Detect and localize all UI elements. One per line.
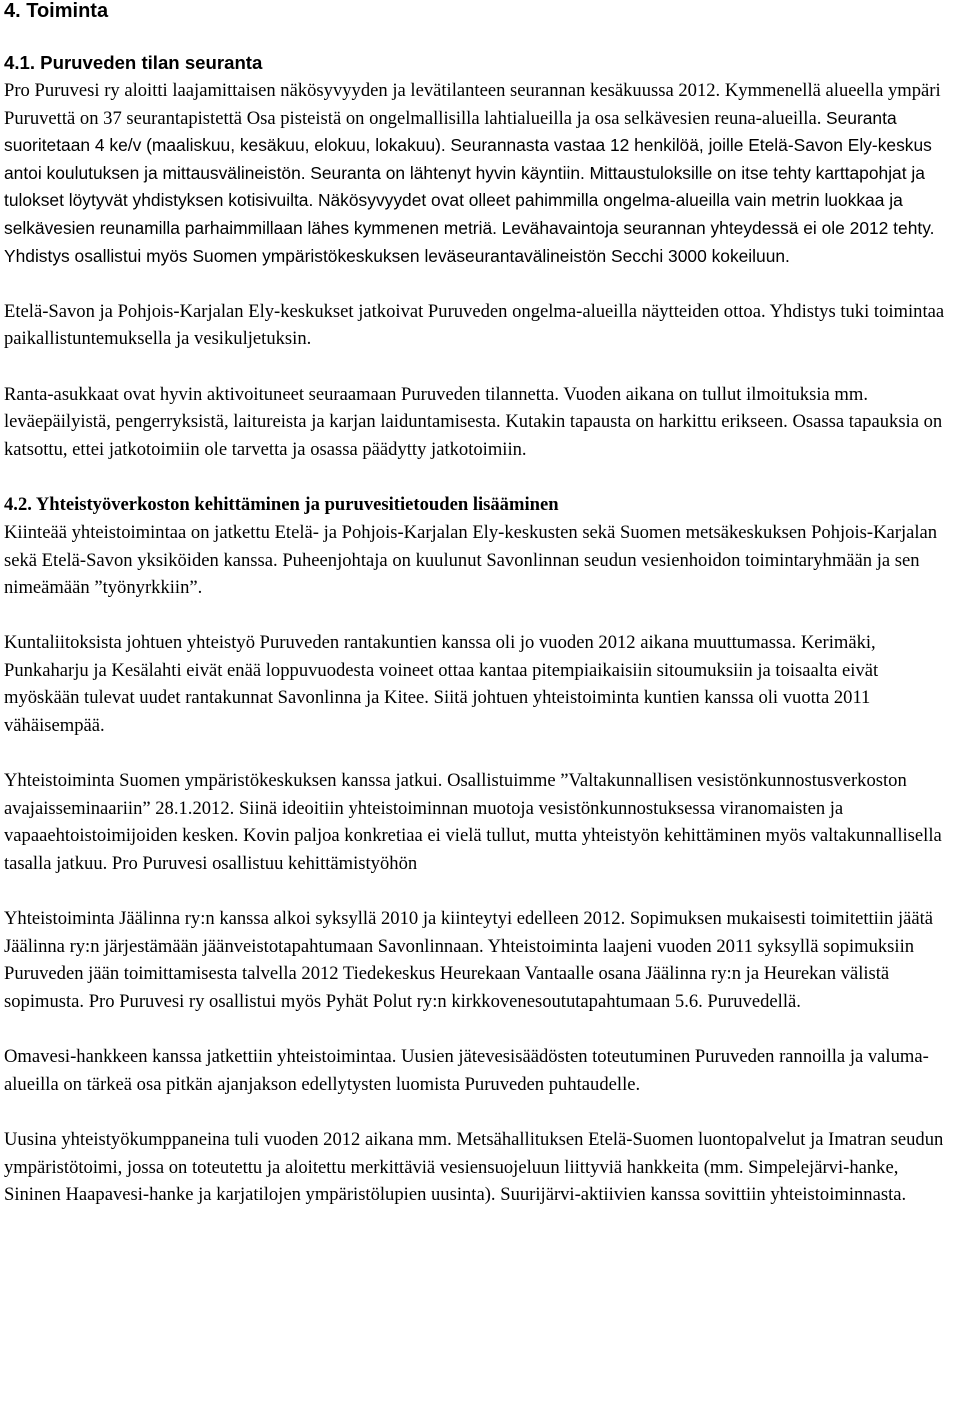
text-run: Mittaustuloksille on itse tehty karttapohjat ja tulokset löytyvät yhdistyksen kotisivuilta. (4, 162, 925, 211)
section-title: 4. Toiminta (4, 0, 109, 22)
heading-text: Yhteistyöverkoston kehittäminen ja puruvesitietouden lisääminen (35, 493, 559, 515)
paragraph-municipalities (4, 629, 956, 739)
text-run: Pro Puruvesi ry aloitti laajamittaisen näkösyvyyden ja levätilanteen seurannan kesäkuussa 2012. Kymmenellä alueella ympäri Puruvettä on 37 seurantapistettä Osa pisteistä on ongelmallisilla lahtialueilla ja osa selkävesien reuna-alueilla. (4, 80, 941, 129)
paragraph-omavesi (4, 1043, 956, 1098)
text-run: Kuntaliitoksista johtuen yhteistyö Puruveden rantakuntien kanssa oli jo vuoden 2012 aikana muuttumassa. (4, 632, 797, 654)
text-run: Vuoden aikana on tullut ilmoituksia mm. (563, 383, 868, 405)
text-run: Metsähallituksen Etelä-Suomen luontopalvelut ja Imatran seudun ympäristötoimi, jossa on toteutettu ja aloitettu merkittäviä vesiensuojeluun liittyviä hankkeita (mm. Simpelejärvi-hanke, Sininen Haapavesi-hanke ja karjatilojen ympäristölupien uusinta). (4, 1128, 944, 1206)
text-run: Sopimuksen mukaisesti toimitettiin jäätä Jäälinna ry:n järjestämään jäänveistotapahtumaan Savonlinnaan. (4, 908, 934, 957)
text-run: Uusien jätevesisäädösten toteutuminen Puruveden rannoilla ja valuma-alueilla on tärkeä osa pitkän ajanjakson edellytysten luomista Puruveden puhtaudelle. (4, 1046, 929, 1095)
paragraph-monitoring (4, 77, 956, 270)
paragraph-syke (4, 767, 956, 877)
text-run: Yhteistoiminta Jäälinna ry:n kanssa alkoi syksyllä 2010 ja kiinteytyi edelleen 2012. (4, 908, 626, 930)
text-run: Puheenjohtaja on kuulunut Savonlinnan seudun vesienhoidon toimintaryhmään ja sen nimeämään ”työnyrkkiin”. (4, 549, 920, 599)
text-run: Seuranta on lähtenyt hyvin käyntiin. (310, 162, 585, 183)
paragraph-ely-sampling (4, 298, 956, 353)
text-run: Näkösyvyydet ovat olleet pahimmilla ongelma-alueilla vain metrin luokkaa ja selkävesien reunamilla parhaimmillaan lähes kymmenen metriä. (4, 190, 903, 238)
text-run: Osassa tapauksia on katsottu, ettei jatkotoimiin ole tarvetta ja osassa päädytty jatkotoimiin. (4, 411, 943, 460)
text-run: Seurannasta vastaa 12 henkilöä, joille Etelä-Savon Ely-keskus antoi koulutuksen ja mittausvälineistön. (4, 135, 932, 183)
subsection-heading-4-2 (4, 491, 956, 519)
text-run: Pro Puruvesi osallistuu kehittämistyöhön (111, 853, 418, 875)
text-run: Yhteistoiminta laajeni vuoden 2011 syksyllä sopimuksiin Puruveden jään toimittamisesta talvella 2012 Tiedekeskus Heurekaan Vantaalle osana Jäälinna ry:n ja Heurekan välistä sopimusta. (4, 935, 915, 1012)
paragraph-residents (4, 381, 956, 464)
text-run: Kovin paljoa konkretiaa ei vielä tullut, mutta yhteistyön kehittäminen myös valtakunnallisella tasalla jatkuu. (4, 825, 942, 875)
spacer (4, 25, 956, 49)
document-page (4, 0, 956, 1236)
text-run: Yhteistoiminta Suomen ympäristökeskuksen kanssa jatkui. (4, 770, 443, 792)
text-run: Omavesi-hankkeen kanssa jatkettiin yhteistoimintaa. (4, 1046, 397, 1068)
text-run: Osallistuimme ”Valtakunnallisen vesistönkunnostusverkoston avajaisseminaariin” 28.1.2012. (4, 770, 907, 819)
text-run: leväepäilyistä, pengerryksistä, laitureista ja karjan laiduntamisesta. (4, 411, 501, 433)
text-run: Yhdistys osallistui myös Suomen ympäristökeskuksen leväseurantavälineistön Secchi 3000 kokeiluun. (4, 245, 790, 266)
text-run: Siinä ideoitiin yhteistoiminnan muotoja vesistönkunnostuksessa viranomaisten ja vapaaehtoistoimijoiden kesken. (4, 797, 844, 847)
text-run: Siitä johtuen yhteistoiminta kuntien kanssa oli vuotta 2011 vähäisempää. (4, 687, 871, 737)
paragraph-cooperation (4, 519, 956, 602)
subsection-heading-4-1: 4.1. Puruveden tilan seuranta (4, 52, 263, 73)
text-run: Suurijärvi-aktiivien kanssa sovittiin yhteistoiminnasta. (500, 1184, 907, 1206)
text-run: Seuranta suoritetaan 4 ke/v (maaliskuu, kesäkuu, elokuu, lokakuu). (4, 107, 897, 156)
text-run: Kiinteää yhteistoimintaa on jatkettu Etelä- ja Pohjois-Karjalan Ely-keskusten sekä Suomen metsäkeskuksen Pohjois-Karjalan sekä Etelä-Savon yksiköiden kanssa. (4, 521, 938, 571)
text-run: Uusina yhteistyökumppaneina tuli vuoden 2012 aikana mm. (4, 1128, 452, 1150)
heading-number: 4.2. (4, 493, 32, 515)
text-run: Etelä-Savon ja Pohjois-Karjalan Ely-keskukset jatkoivat Puruveden ongelma-alueilla näytteiden ottoa. (4, 300, 766, 322)
text-run: Yhdistys tuki toimintaa paikallistuntemuksella ja vesikuljetuksin. (4, 300, 945, 350)
text-run: Pro Puruvesi ry osallistui myös Pyhät Polut ry:n kirkkovenesoututapahtumaan 5.6. Puruvedellä. (88, 991, 801, 1012)
paragraph-jaalinna (4, 905, 956, 1015)
text-run: Kutakin tapausta on harkittu erikseen. (505, 411, 788, 433)
text-run: Levähavaintoja seurannan yhteydessä ei ole 2012 tehty. (501, 217, 935, 238)
text-run: Kerimäki, Punkaharju ja Kesälahti eivät enää loppuvuodesta voineet ottaa kantaa pitempiaikaisiin sitoumuksiin ja toisaalta eivät myöskään tulevat uudet rantakunnat Savonlinna ja Kitee. (4, 632, 879, 709)
text-run: Ranta-asukkaat ovat hyvin aktivoituneet seuraamaan Puruveden tilannetta. (4, 383, 560, 405)
paragraph-new-partners (4, 1126, 956, 1209)
